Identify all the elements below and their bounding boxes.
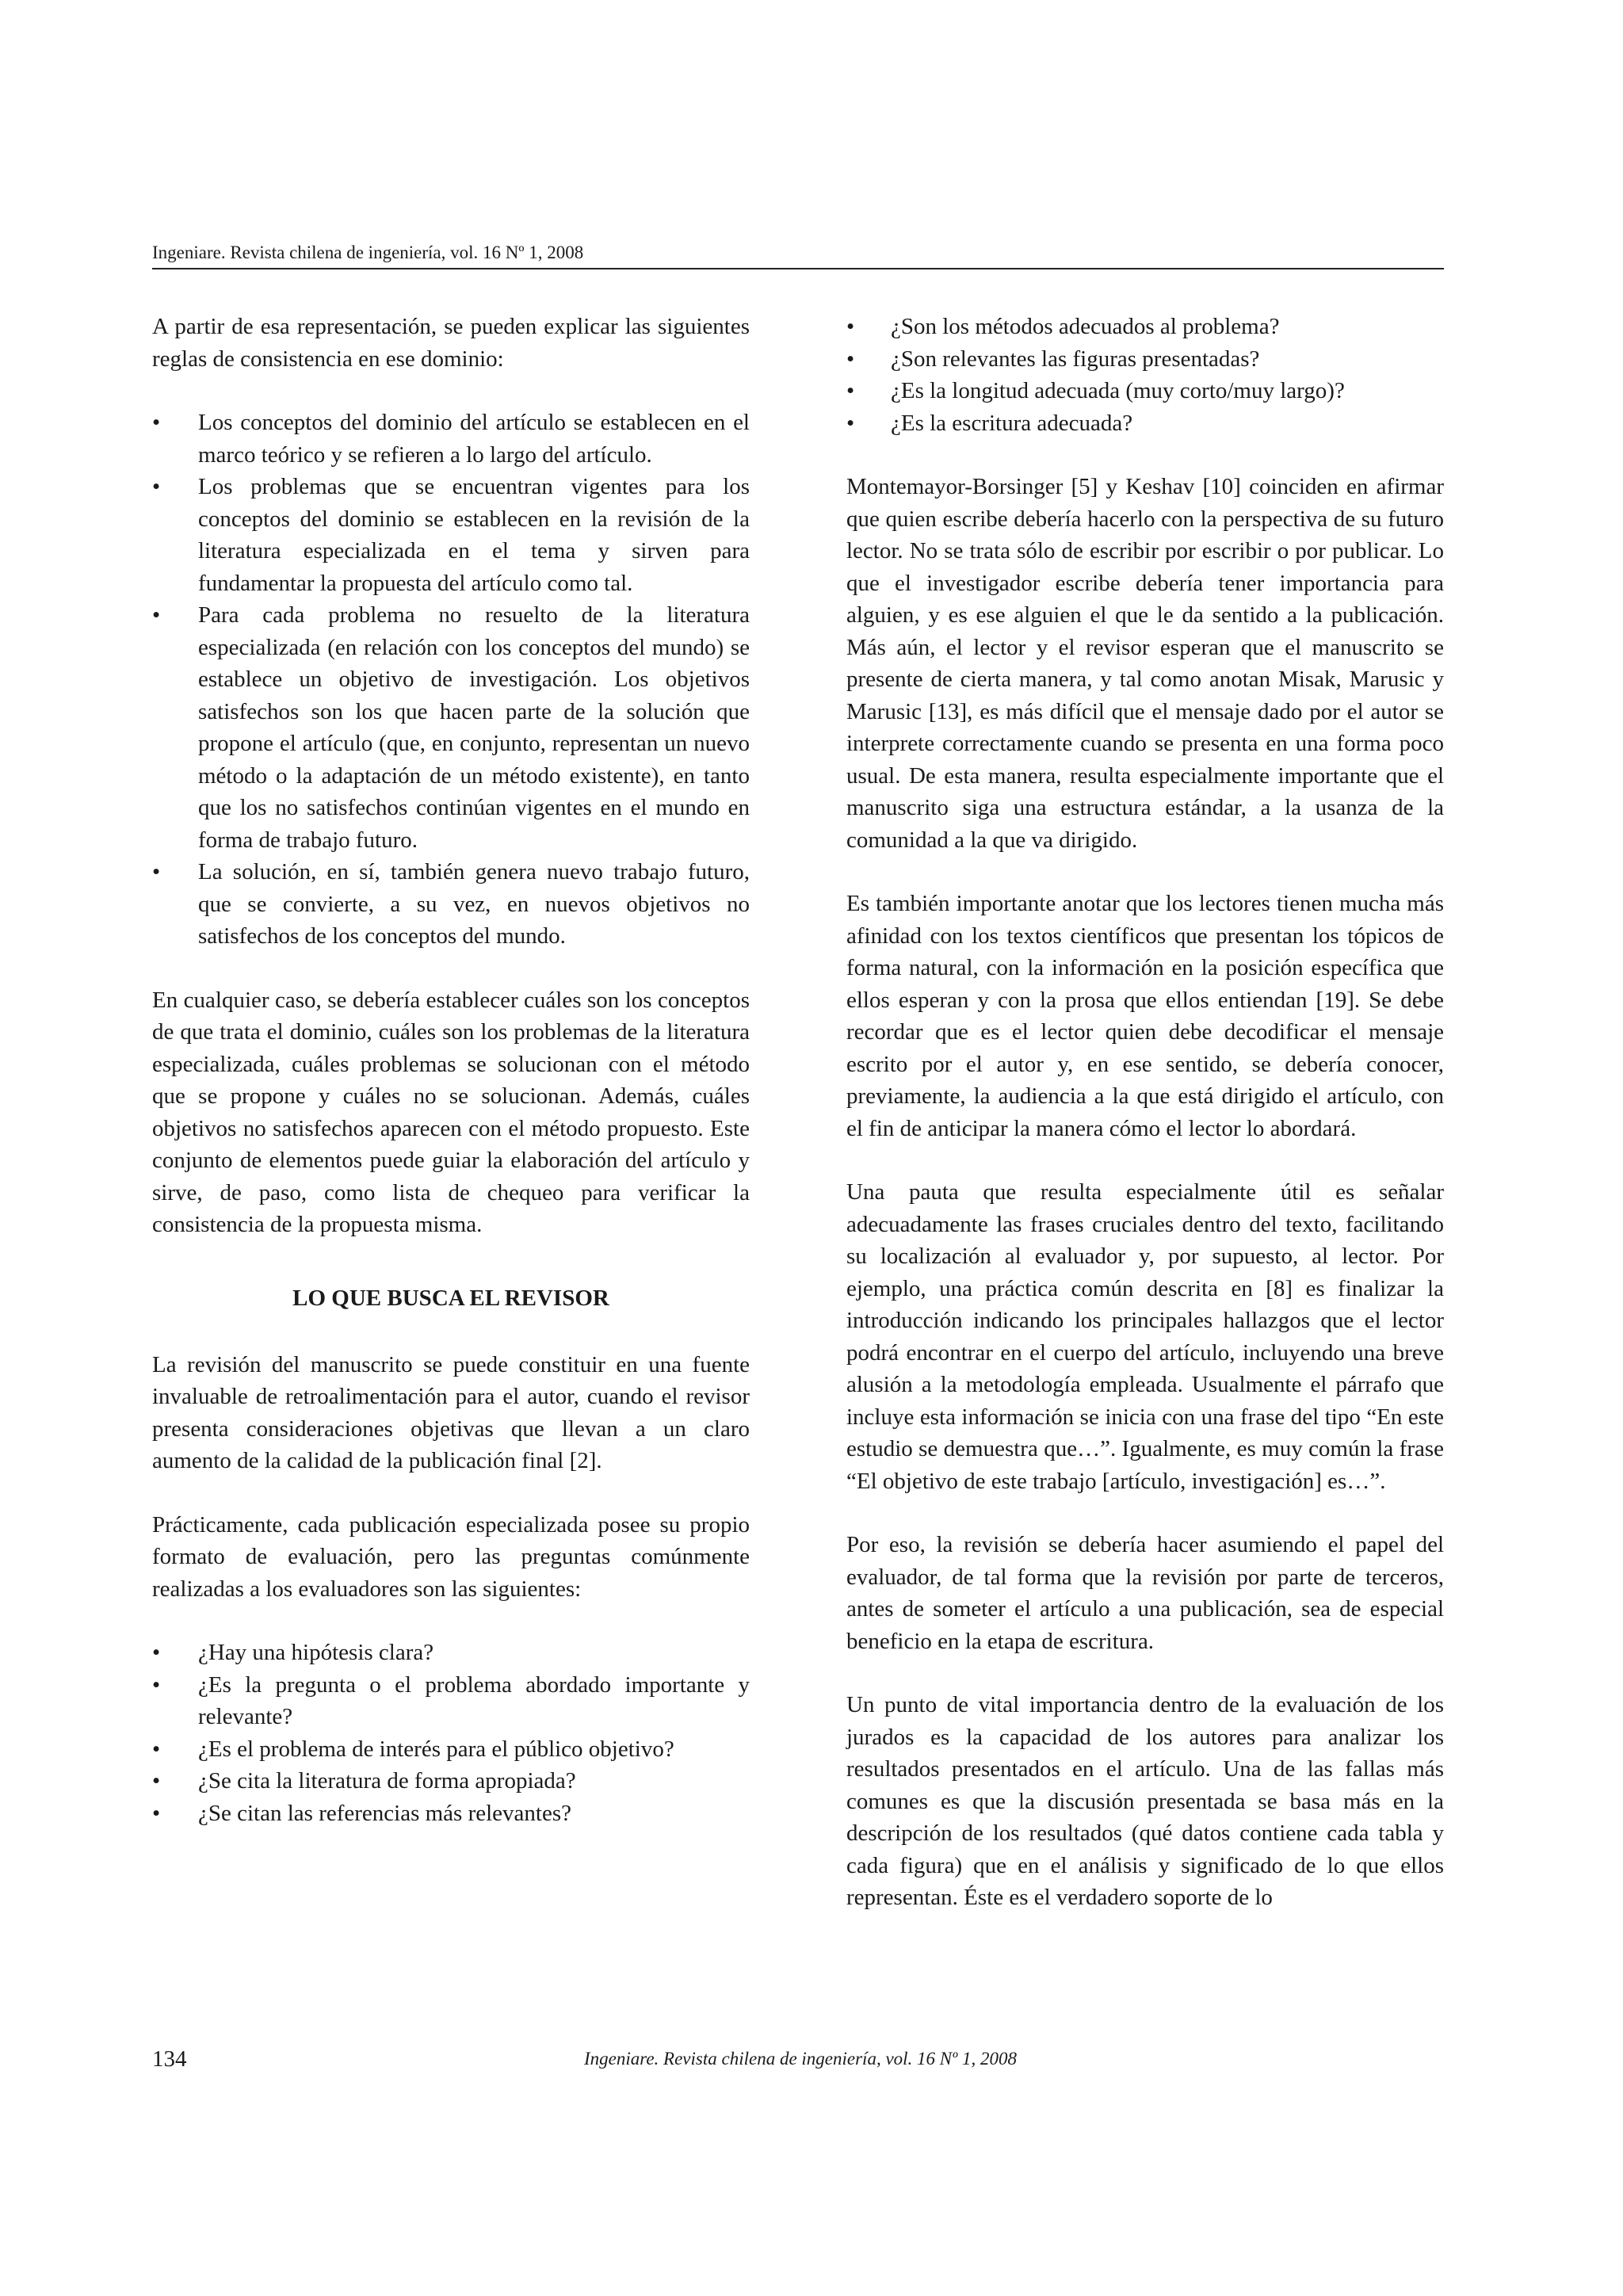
list-item: • ¿Son relevantes las figuras presentadas? (846, 343, 1444, 376)
paragraph-punto-vital: Un punto de vital importancia dentro de la evaluación de los jurados es la capacidad de los autores para analizar los resultados presentados en el artículo. Una de las fallas más comunes es que la discusión presentada se basa más en la descripción de los resultados (qué datos contiene cada tabla y cada figura) que en el análisis y significado de lo que ellos representan. Éste es el verdadero soporte de lo (846, 1692, 1444, 1910)
list-item: • ¿Es la longitud adecuada (muy corto/muy largo)? (846, 375, 1444, 407)
paragraph-practicamente: Prácticamente, cada publicación especializada posee su propio formato de evaluación, pero las preguntas comúnmente realizadas a los evaluadores son las siguientes: (152, 1511, 750, 1602)
reviewer-questions-list-continued (846, 311, 1444, 439)
paragraph-intro: A partir de esa representación, se pueden explicar las siguientes reglas de consistencia en ese dominio: (152, 314, 750, 372)
list-item: • ¿Son los métodos adecuados al problema? (846, 311, 1444, 343)
right-column (846, 311, 1444, 1946)
paragraph-importante: Es también importante anotar que los lectores tienen mucha más afinidad con los textos científicos que presentan los tópicos de forma natural, con la información en la posición específica que ellos esperan y con la prosa que ellos entiendan [19]. Se debe recordar que es el lector quien debe decodificar el mensaje escrito por el autor y, en ese sentido, se debería conocer, previamente, la audiencia a la que está dirigido el artículo, con el fin de anticipar la manera cómo el lector lo abordará. (846, 891, 1444, 1141)
paragraph-revision: La revisión del manuscrito se puede constituir en una fuente invaluable de retroalimentación para el autor, cuando el revisor presenta consideraciones objetivas que llevan a un claro aumento de la calidad de la publicación final [2]. (152, 1351, 750, 1473)
page-number: 134 (152, 2046, 187, 2072)
consistency-rules-list (152, 407, 750, 953)
list-item: • Para cada problema no resuelto de la literatura especializada (en relación con los conceptos del mundo) se establece un objetivo de investigación. Los objetivos satisfechos son los que hacen parte de la solución que propone el artículo (que, en conjunto, representan un nuevo método o la adaptación de un método existente), en tanto que los no satisfechos continúan vigentes en el mundo en forma de trabajo futuro. (152, 599, 750, 856)
list-item: • ¿Es la pregunta o el problema abordado importante y relevante? (152, 1669, 750, 1733)
list-item: • ¿Se cita la literatura de forma apropiada? (152, 1765, 750, 1797)
reviewer-questions-list (152, 1637, 750, 1829)
list-item: • Los conceptos del dominio del artículo se establecen en el marco teórico y se refieren a lo largo del artículo. (152, 407, 750, 471)
running-header: Ingeniare. Revista chilena de ingeniería, vol. 16 Nº 1, 2008 (152, 241, 1444, 269)
list-item: • ¿Se citan las referencias más relevantes? (152, 1797, 750, 1830)
paragraph-en-cualquier-caso: En cualquier caso, se debería establecer cuáles son los conceptos de que trata el dominio, cuáles son los problemas de la literatura especializada, cuáles problemas se solucionan con el método que se propone y cuáles no se solucionan. Además, cuáles objetivos no satisfechos aparecen con el método propuesto. Este conjunto de elementos puede guiar la elaboración del artículo y sirve, de paso, como lista de chequeo para verificar la consistencia de la propuesta misma. (152, 987, 750, 1237)
paragraph-montemayor: Montemayor-Borsinger [5] y Keshav [10] coinciden en afirmar que quien escribe debería hacerlo con la perspectiva de su futuro lector. No se trata sólo de escribir por escribir o por publicar. Lo que el investigador escribe debería tener importancia para alguien, y es ese alguien el que le da sentido a la publicación. Más aún, el lector y el revisor esperan que el manuscrito se presente de cierta manera, y tal como anotan Misak, Marusic y Marusic [13], es más difícil que el mensaje dado por el autor se interprete correctamente cuando se presenta en una forma poco usual. De esta manera, resulta especialmente importante que el manuscrito siga una estructura estándar, a la usanza de la comunidad a la que va dirigido. (846, 474, 1444, 853)
list-item: • ¿Hay una hipótesis clara? (152, 1637, 750, 1669)
list-item: • ¿Es el problema de interés para el público objetivo? (152, 1733, 750, 1766)
list-item: • Los problemas que se encuentran vigentes para los conceptos del dominio se establecen en la revisión de la literatura especializada en el tema y sirven para fundamentar la propuesta del artículo como tal. (152, 471, 750, 599)
list-item: • La solución, en sí, también genera nuevo trabajo futuro, que se convierte, a su vez, en nuevos objetivos no satisfechos de los conceptos del mundo. (152, 856, 750, 953)
paragraph-por-eso: Por eso, la revisión se debería hacer asumiendo el papel del evaluador, de tal forma que la revisión por parte de terceros, antes de someter el artículo a una publicación, sea de especial beneficio en la etapa de escritura. (846, 1532, 1444, 1654)
list-item: • ¿Es la escritura adecuada? (846, 407, 1444, 440)
paragraph-pauta: Una pauta que resulta especialmente útil es señalar adecuadamente las frases cruciales dentro del texto, facilitando su localización al evaluador y, por supuesto, al lector. Por ejemplo, una práctica común descrita en [8] es finalizar la introducción indicando los principales hallazgos que el lector podrá encontrar en el cuerpo del artículo, incluyendo una breve alusión a la metodología empleada. Usualmente el párrafo que incluye esta información se inicia con una frase del tipo “En este estudio se demuestra que…”. Igualmente, es muy común la frase “El objetivo de este trabajo [artículo, investigación] es…”. (846, 1179, 1444, 1494)
running-footer: Ingeniare. Revista chilena de ingeniería, vol. 16 Nº 1, 2008 (583, 2049, 1018, 2069)
section-heading: LO QUE BUSCA EL REVISOR (292, 1285, 609, 1311)
left-column (152, 311, 750, 1861)
